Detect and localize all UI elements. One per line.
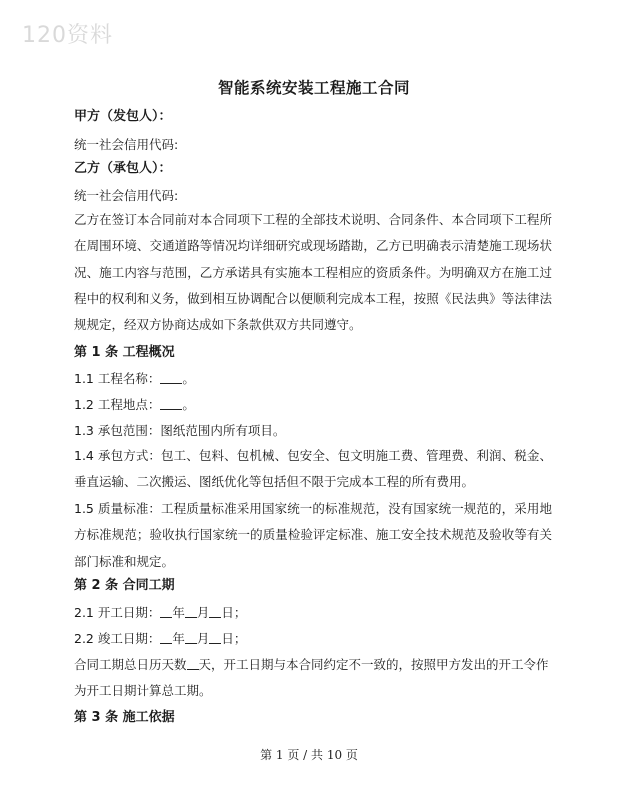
article-1-2-project-location (74, 397, 195, 413)
preamble-paragraph: 乙方在签订本合同前对本合同项下工程的全部技术说明、合同条件、本合同项下工程所在周围环境、交通道路等情况均详细研究或现场踏勘，乙方已明确表示清楚施工现场状况、施工内容与范围，乙方承诺具有实施本工程相应的资质条件。为明确双方在施工过程中的权利和义务，做到相互协调配合以便顺利完成本工程，按照《民法典》等法律法规规定，经双方协商达成如下条款供双方共同遵守。 (74, 212, 552, 333)
article-1-heading: 第 1 条 工程概况 (74, 345, 175, 360)
article-1-1-project-name (74, 371, 195, 387)
start-month-blank[interactable] (185, 605, 197, 618)
article-2-2-end-date (74, 631, 246, 647)
start-month-unit: 月 (196, 605, 210, 620)
duration-prefix: 合同工期总日历天数 (74, 657, 187, 672)
article-2-duration-line2: 为开工日期计算总工期。 (74, 683, 212, 698)
project-name-suffix: 。 (182, 371, 195, 386)
article-1-5-quality-standard: 1.5 质量标准：工程质量标准采用国家统一的标准规范，没有国家统一规范的，采用地方标准规范；验收执行国家统一的质量检验评定标准、施工安全技术规范及验收等有关部门标准和规定。 (74, 501, 552, 569)
project-name-blank[interactable] (160, 371, 182, 384)
start-year-unit: 年 (172, 605, 185, 620)
project-location-blank[interactable] (160, 397, 182, 410)
project-location-label: 1.2 工程地点： (74, 397, 161, 412)
project-location-suffix: 。 (182, 397, 195, 412)
article-3-heading: 第 3 条 施工依据 (74, 710, 175, 725)
party-b-credit-code: 统一社会信用代码: (74, 188, 179, 203)
end-day-blank[interactable] (209, 631, 221, 644)
party-a-label: 甲方（发包人）： (74, 109, 172, 124)
page-footer: 第 1 页 / 共 10 页 (260, 748, 358, 762)
article-2-1-start-date (74, 605, 246, 621)
party-a-credit-code: 统一社会信用代码: (74, 137, 179, 152)
watermark-logo: 120资料 (22, 23, 113, 48)
end-year-blank[interactable] (160, 631, 172, 644)
end-month-unit: 月 (196, 631, 210, 646)
article-2-duration-line1 (74, 657, 549, 673)
duration-days-blank[interactable] (187, 657, 199, 670)
duration-rest: 天，开工日期与本合同约定不一致的，按照甲方发出的开工令作 (198, 657, 549, 672)
start-day-unit: 日； (221, 605, 247, 620)
start-date-label: 2.1 开工日期： (74, 605, 161, 620)
end-day-unit: 日； (221, 631, 247, 646)
start-day-blank[interactable] (209, 605, 221, 618)
article-1-3-scope: 1.3 承包范围：图纸范围内所有项目。 (74, 423, 286, 438)
document-title: 智能系统安装工程施工合同 (217, 78, 410, 97)
party-b-label: 乙方（承包人）： (74, 161, 172, 176)
start-year-blank[interactable] (160, 605, 172, 618)
end-year-unit: 年 (172, 631, 185, 646)
end-date-label: 2.2 竣工日期： (74, 631, 161, 646)
article-2-heading: 第 2 条 合同工期 (74, 578, 175, 593)
article-1-4-contract-method: 1.4 承包方式：包工、包料、包机械、包安全、包文明施工费、管理费、利润、税金、垂直运输、二次搬运、图纸优化等包括但不限于完成本工程的所有费用。 (74, 448, 552, 490)
project-name-label: 1.1 工程名称： (74, 371, 161, 386)
end-month-blank[interactable] (185, 631, 197, 644)
